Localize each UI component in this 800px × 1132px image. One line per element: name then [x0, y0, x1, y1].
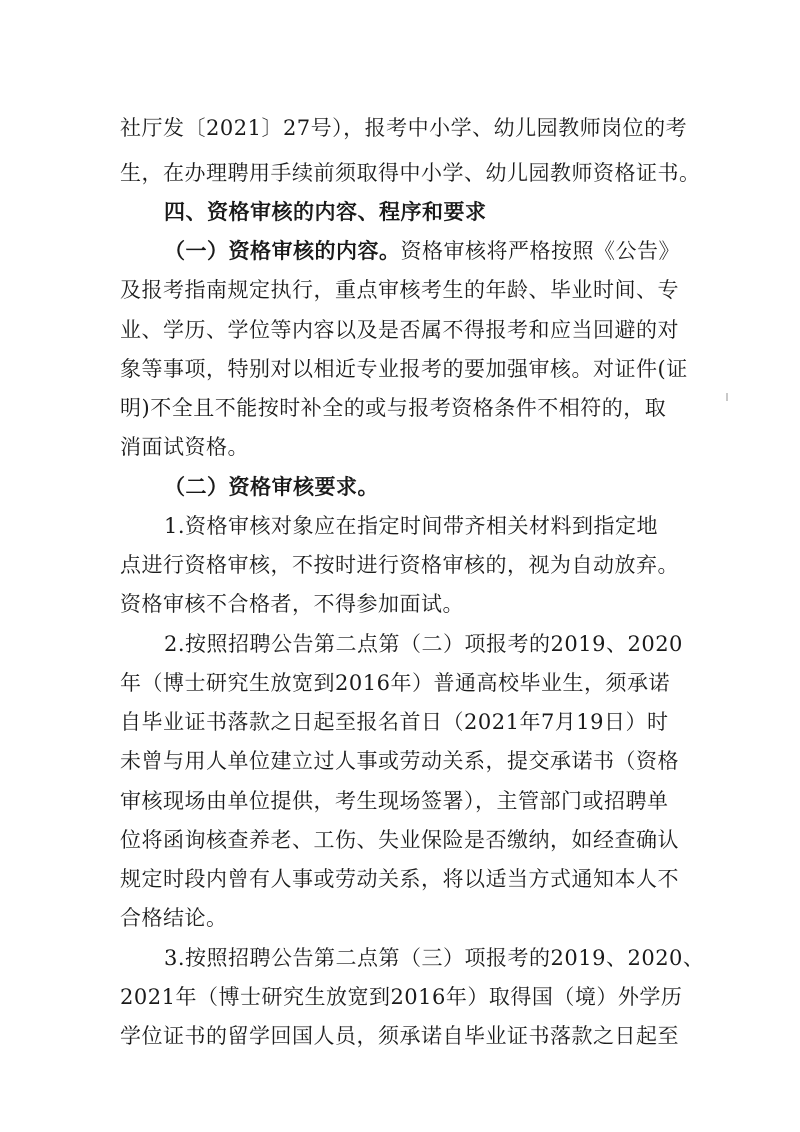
text-line: 消面试资格。: [120, 435, 249, 459]
subsection-heading: （二）资格审核要求。: [164, 474, 379, 499]
text-line: 规定时段内曾有人事或劳动关系，将以适当方式通知本人不: [120, 867, 679, 891]
scan-artifact: [726, 393, 728, 401]
text-line: 自毕业证书落款之日起至报名首日（2021年7月19日）时: [120, 710, 669, 734]
section-heading: 四、资格审核的内容、程序和要求: [164, 199, 487, 224]
text-line: 业、学历、学位等内容以及是否属不得报考和应当回避的对: [120, 318, 679, 342]
text-line: 生，在办理聘用手续前须取得中小学、幼儿园教师资格证书。: [120, 161, 701, 185]
text-line: 位将函询核查养老、工伤、失业保险是否缴纳，如经查确认: [120, 828, 679, 852]
text-line: 学位证书的留学回国人员，须承诺自毕业证书落款之日起至: [120, 1024, 679, 1048]
paragraph-text: 资格审核将严格按照《公告》: [400, 239, 680, 263]
text-line: 2.按照招聘公告第二点第（二）项报考的2019、2020: [164, 632, 683, 656]
text-line: 合格结论。: [120, 906, 228, 930]
text-line: 及报考指南规定执行，重点审核考生的年龄、毕业时间、专: [120, 278, 679, 302]
paragraph-first-line: [164, 231, 734, 271]
text-line: 社厅发〔2021〕27号），报考中小学、幼儿园教师岗位的考: [120, 116, 688, 140]
text-line: 2021年（博士研究生放宽到2016年）取得国（境）外学历: [120, 985, 683, 1009]
text-line: 1.资格审核对象应在指定时间带齐相关材料到指定地: [164, 514, 659, 538]
text-line: 年（博士研究生放宽到2016年）普通高校毕业生，须承诺: [120, 671, 670, 695]
text-line: 明)不全且不能按时补全的或与报考资格条件不相符的，取: [120, 396, 667, 420]
text-line: 点进行资格审核，不按时进行资格审核的，视为自动放弃。: [120, 553, 679, 577]
text-line: 未曾与用人单位建立过人事或劳动关系，提交承诺书（资格: [120, 749, 679, 773]
text-line: 审核现场由单位提供，考生现场签署），主管部门或招聘单: [120, 789, 669, 813]
text-line: 资格审核不合格者，不得参加面试。: [120, 592, 464, 616]
text-line: 象等事项，特别对以相近专业报考的要加强审核。对证件(证: [120, 357, 688, 381]
subsection-heading: （一）资格审核的内容。: [164, 238, 401, 263]
text-line: 3.按照招聘公告第二点第（三）项报考的2019、2020、: [164, 946, 705, 970]
